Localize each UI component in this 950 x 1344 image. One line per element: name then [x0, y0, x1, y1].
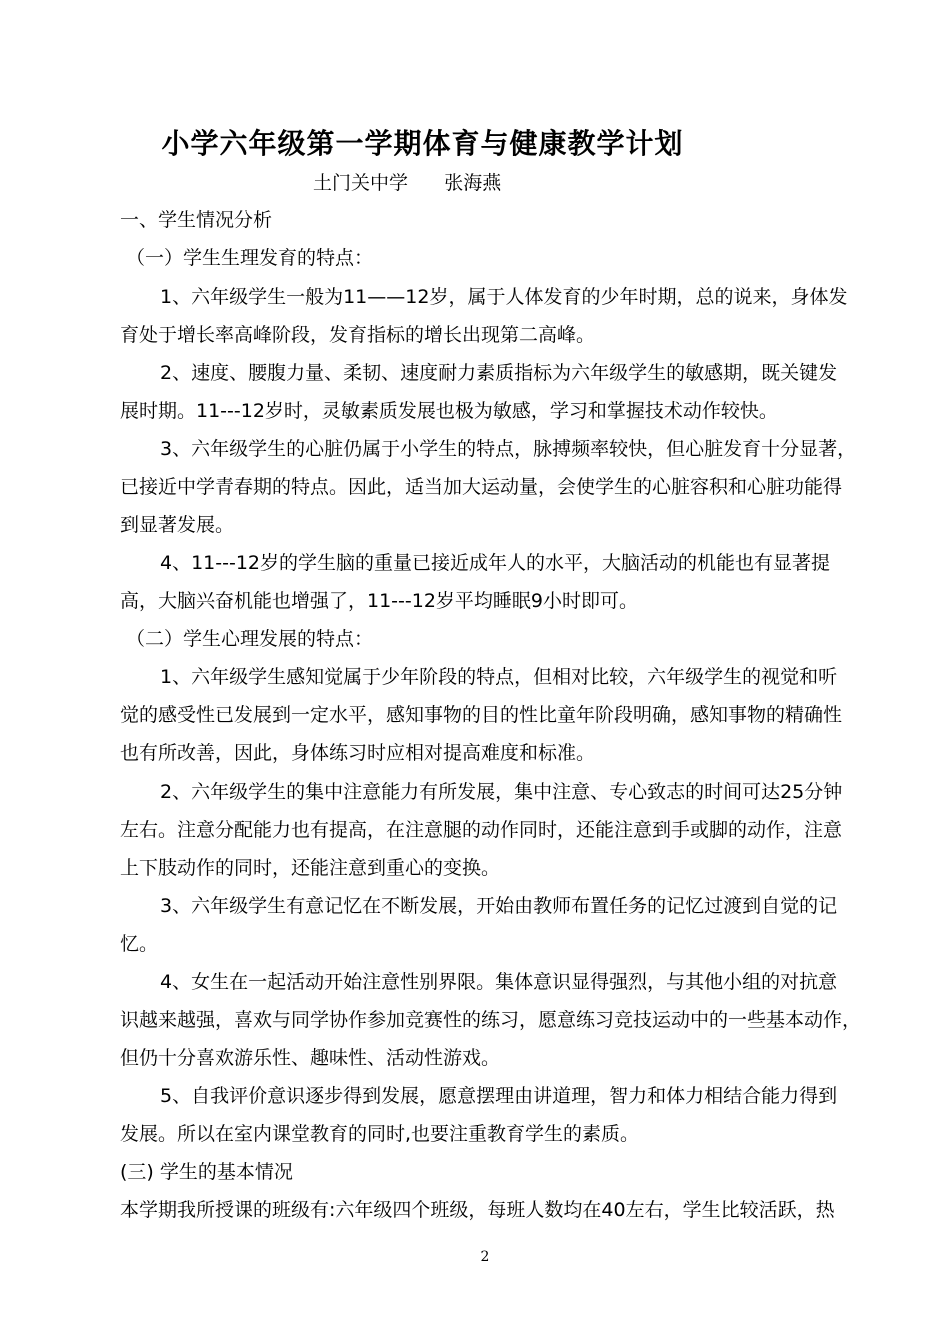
- paragraph-line: 4、11---12岁的学生脑的重量已接近成年人的水平，大脑活动的机能也有显著提: [160, 552, 831, 574]
- subsection-heading: （二）学生心理发展的特点：: [126, 628, 374, 650]
- paragraph-line: 识越来越强，喜欢与同学协作参加竞赛性的练习，愿意练习竞技运动中的一些基本动作，: [120, 1009, 862, 1031]
- paragraph-line: 育处于增长率高峰阶段，发育指标的增长出现第二高峰。: [120, 324, 596, 346]
- paragraph-line: 本学期我所授课的班级有:六年级四个班级，每班人数均在40左右，学生比较活跃，热: [120, 1199, 835, 1221]
- paragraph-line: 高，大脑兴奋机能也增强了，11---12岁平均睡眠9小时即可。: [120, 590, 639, 612]
- paragraph-line: 1、六年级学生一般为11——12岁，属于人体发育的少年时期，总的说来，身体发: [160, 286, 848, 308]
- page-number: 2: [480, 1249, 490, 1265]
- paragraph-line: 也有所改善，因此，身体练习时应相对提高难度和标准。: [120, 742, 596, 764]
- paragraph-line: 3、六年级学生的心脏仍属于小学生的特点，脉搏频率较快，但心脏发育十分显著，: [160, 438, 857, 460]
- subsection-heading: （一）学生生理发育的特点：: [126, 247, 374, 269]
- paragraph-line: 但仍十分喜欢游乐性、趣味性、活动性游戏。: [120, 1047, 501, 1069]
- paragraph-line: 展时期。11---12岁时，灵敏素质发展也极为敏感，学习和掌握技术动作较快。: [120, 400, 778, 422]
- paragraph-line: 上下肢动作的同时，还能注意到重心的变换。: [120, 857, 501, 879]
- author-line: 土门关中学 张海燕: [313, 172, 502, 194]
- paragraph-line: 4、女生在一起活动开始注意性别界限。集体意识显得强烈，与其他小组的对抗意: [160, 971, 838, 993]
- section-heading: 一、学生情况分析: [120, 209, 273, 231]
- paragraph-line: 已接近中学青春期的特点。因此，适当加大运动量，会使学生的心脏容积和心脏功能得: [120, 476, 843, 498]
- paragraph-line: 3、六年级学生有意记忆在不断发展，开始由教师布置任务的记忆过渡到自觉的记: [160, 895, 838, 917]
- paragraph-line: 发展。所以在室内课堂教育的同时,也要注重教育学生的素质。: [120, 1123, 640, 1145]
- paragraph-line: 1、六年级学生感知觉属于少年阶段的特点，但相对比较，六年级学生的视觉和听: [160, 666, 838, 688]
- paragraph-line: 忆。: [120, 933, 159, 955]
- document-title: 小学六年级第一学期体育与健康教学计划: [161, 127, 684, 160]
- paragraph-line: 左右。注意分配能力也有提高，在注意腿的动作同时，还能注意到手或脚的动作，注意: [120, 819, 843, 841]
- paragraph-line: 2、速度、腰腹力量、柔韧、速度耐力素质指标为六年级学生的敏感期，既关键发: [160, 362, 838, 384]
- paragraph-line: 觉的感受性已发展到一定水平，感知事物的目的性比童年阶段明确，感知事物的精确性: [120, 704, 843, 726]
- paragraph-line: 5、自我评价意识逐步得到发展，愿意摆理由讲道理，智力和体力相结合能力得到: [160, 1085, 838, 1107]
- paragraph-line: 2、六年级学生的集中注意能力有所发展，集中注意、专心致志的时间可达25分钟: [160, 781, 843, 803]
- paragraph-line: 到显著发展。: [120, 514, 235, 536]
- subsection-heading: (三) 学生的基本情况: [120, 1161, 293, 1183]
